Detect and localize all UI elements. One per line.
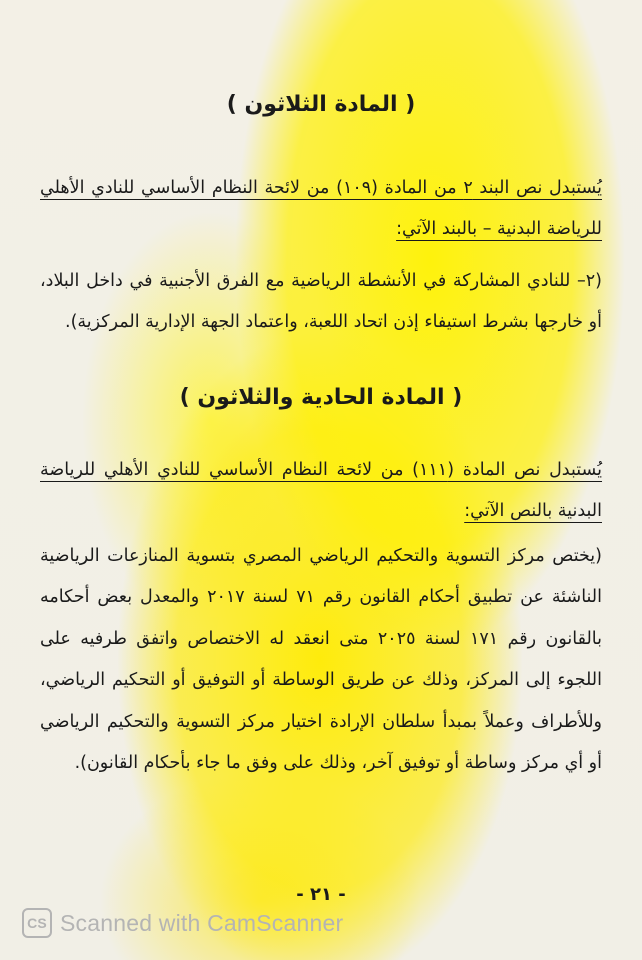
article-30-paragraph-1 — [40, 168, 602, 250]
article-31-paragraph-1 — [40, 450, 602, 532]
page-number: - ٢١ - — [296, 884, 346, 905]
article-31-paragraph-2: (يختص مركز التسوية والتحكيم الرياضي المصري بتسوية المنازعات الرياضية الناشئة عن تطبيق أحكام القانون رقم ٧١ لسنة ٢٠١٧ والمعدل بعض أحكامه بالقانون رقم ١٧١ لسنة ٢٠٢٥ متى انعقد له الاختصاص واتفق طرفيه على اللجوء إلى المركز، وذلك عن طريق الوساطة أو التوفيق أو التحكيم الرياضي، وللأطراف وعملاً بمبدأ سلطان الإرادة اختيار مركز التسوية والتحكيم الرياضي أو أي مركز وساطة أو توفيق آخر، وذلك على وفق ما جاء بأحكام القانون). — [40, 545, 603, 773]
watermark-text: Scanned with CamScanner — [60, 909, 344, 936]
camscanner-logo-icon: CS — [22, 908, 52, 938]
camscanner-watermark — [22, 906, 343, 940]
article-30-heading: ( المادة الثلاثون ) — [226, 92, 416, 117]
article-30-paragraph-2: (٢– للنادي المشاركة في الأنشطة الرياضية مع الفرق الأجنبية في داخل البلاد، أو خارجها بشرط استيفاء إذن اتحاد اللعبة، واعتماد الجهة الإدارية المركزية). — [40, 270, 602, 332]
article-31-paragraph-1-text: يُستبدل نص المادة (١١١) من لائحة النظام الأساسي للنادي الأهلي للرياضة البدنية بالنص الآتي: — [40, 459, 603, 521]
article-30-paragraph-1-text: يُستبدل نص البند ٢ من المادة (١٠٩) من لائحة النظام الأساسي للنادي الأهلي للرياضة البدنية – بالبند الآتي: — [40, 177, 602, 239]
article-31-heading: ( المادة الحادية والثلاثون ) — [179, 385, 463, 410]
